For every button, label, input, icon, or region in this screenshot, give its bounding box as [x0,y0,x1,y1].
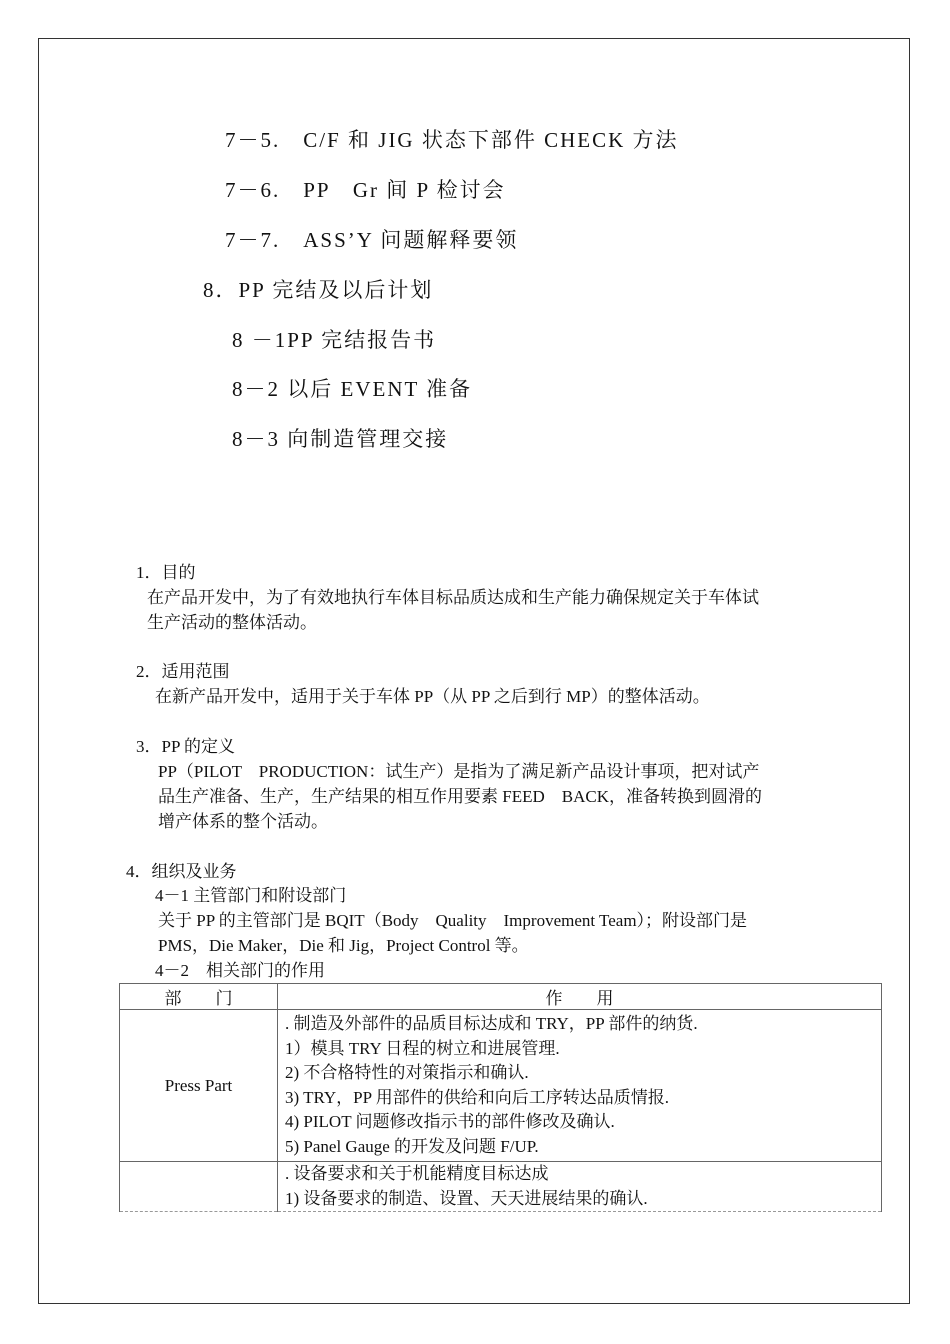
table-header-row [120,984,882,1010]
role-line: 4) PILOT 问题修改指示书的部件修改及确认. [285,1112,615,1131]
role-line: 3) TRY，PP 用部件的供给和向后工序转达品质情报. [285,1087,669,1107]
section-4-subtitle-2: 4－2 相关部门的作用 [155,961,325,980]
role-line: . 设备要求和关于机能精度目标达成 [285,1164,549,1183]
section-1-text-line2: 生产活动的整体活动。 [147,613,317,632]
row-department-empty [120,1162,278,1212]
row-role-cell [278,1162,882,1212]
section-3-text-line2: 品生产准备、生产，生产结果的相互作用要素 FEED BACK，准备转换到圆滑的 [158,787,762,806]
table-row [120,1010,882,1162]
section-2-title: 2．适用范围 [136,662,230,681]
role-line: 1) 设备要求的制造、设置、天天进展结果的确认. [285,1188,648,1208]
role-line: 5) Panel Gauge 的开发及问题 F/UP. [285,1136,539,1156]
section-4-text-line1: 关于 PP 的主管部门是 BQIT（Body Quality Improvement Team）；附设部门是 [158,911,748,930]
row-role-cell [278,1010,882,1162]
section-3-text-line3: 增产体系的整个活动。 [158,812,328,831]
toc-item-8: 8．PP 完结及以后计划 [203,278,434,302]
table-row [120,1162,882,1212]
department-roles-table [119,983,882,1212]
section-4-text-line2: PMS，Die Maker，Die 和 Jig，Project Control 等。 [158,936,529,955]
header-role: 作 用 [278,984,882,1010]
row-department-press-part: Press Part [120,1010,278,1162]
section-2-text-line1: 在新产品开发中，适用于关于车体 PP（从 PP 之后到行 MP）的整体活动。 [155,687,710,706]
section-4-subtitle-1: 4－1 主管部门和附设部门 [155,886,347,905]
header-department: 部 门 [120,984,278,1010]
toc-item-7-6: 7－6. PP Gr 间 P 检讨会 [225,178,506,202]
toc-item-7-7: 7－7. ASS’Y 问题解释要领 [225,228,519,252]
section-1-title: 1．目的 [136,563,196,582]
section-3-text-line1: PP（PILOT PRODUCTION：试生产）是指为了满足新产品设计事项，把对试产 [158,762,760,781]
section-3-title: 3．PP 的定义 [136,737,236,756]
role-line: 2) 不合格特性的对策指示和确认. [285,1063,529,1082]
section-1-text-line1: 在产品开发中，为了有效地执行车体目标品质达成和生产能力确保规定关于车体试 [147,588,759,607]
toc-item-8-1: 8 －1PP 完结报告书 [232,328,437,352]
toc-item-7-5: 7－5. C/F 和 JIG 状态下部件 CHECK 方法 [225,128,679,152]
toc-item-8-2: 8－2 以后 EVENT 准备 [232,377,473,401]
role-line: . 制造及外部件的品质目标达成和 TRY，PP 部件的纳货. [285,1014,698,1033]
role-line: 1）模具 TRY 日程的树立和进展管理. [285,1038,560,1058]
section-4-title: 4．组织及业务 [126,862,237,881]
toc-item-8-3: 8－3 向制造管理交接 [232,427,449,451]
